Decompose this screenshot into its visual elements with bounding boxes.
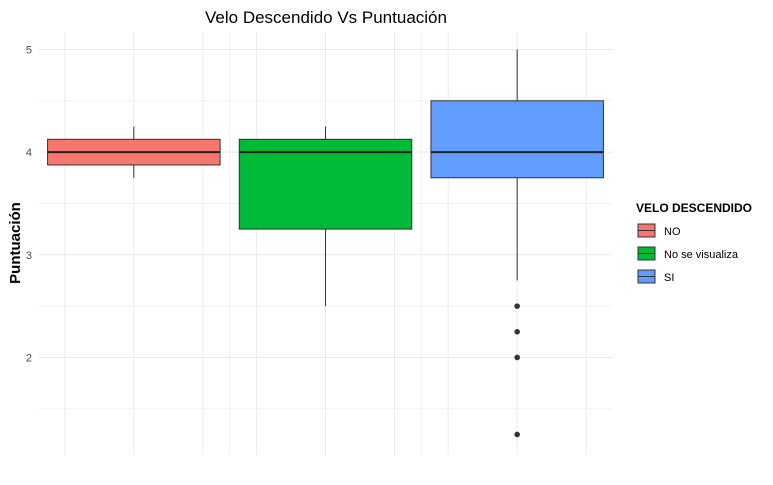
y-tick-label: 2 [25,352,32,365]
legend-label: SI [664,272,675,284]
box-no-se-visualiza [239,126,412,306]
box-iqr [431,101,603,178]
y-tick-label: 5 [25,44,32,57]
chart-title: Velo Descendido Vs Puntuación [205,8,447,27]
y-axis-label: Puntuación [7,202,24,284]
outlier-point [514,432,520,438]
legend-title: VELO DESCENDIDO [636,201,753,215]
legend-label: No se visualiza [664,249,738,261]
y-axis-ticks [26,44,32,364]
legend-label: NO [664,226,681,238]
box-no [48,126,221,177]
outlier-point [514,329,520,335]
legend [636,201,752,284]
y-tick-label: 3 [25,249,32,262]
outlier-point [514,355,520,361]
outlier-point [514,303,520,309]
y-tick-label: 4 [25,147,32,160]
